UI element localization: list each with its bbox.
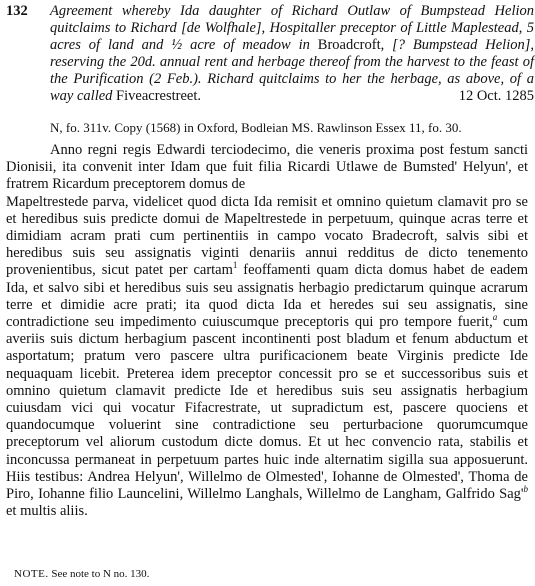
summary-italic-part-1: Agreement whereby Ida daughter of Richard Outlaw of Bumpstead Helion quitclaims to Richard [de Wolfhale], Hospitaller preceptor of Little Maplestead, 5 acres of land and ½ acre of meadow in <box>50 3 534 53</box>
entry-summary <box>50 3 534 105</box>
footnote-marker-1: 1 <box>232 260 238 271</box>
summary-place-2: Fiveacrestreet. <box>112 88 201 104</box>
footnote-marker-b: b <box>523 484 528 495</box>
latin-paragraph-2 <box>6 194 528 521</box>
latin-text-part-c: cum averiis suis dictum herbagium pascent incontinenti post bladum et fenum abductum et asportatum; pratum vero pascere ultra purificacionem beate Virginis predicte Ide nequaquam licebit. Preterea idem preceptor concessit pro se et successoribus suis et omnino quietum clamavit predicte Ide et heredibus suis seu assignatis herbagium cuiusdam vici qui vocatur Fifacrestrate, ut supradictum est, pascere quociens et quandocumque voluerint sine contradictione seu perturbacione quorumcumque preceptorum vel aliorum custodum dicte domus. Et ut hec convencio rata, stabilis et inconcussa permaneat in perpetuum partes huic inde alternatim sigilla sua apposuerunt. Hiis testibus: Andrea Helyun', Willelmo de Olmested', Iohanne de Olmested', Thoma de Piro, Iohanne filio Launcelini, Willelmo Langhals, Willelmo de Langham, Galfrido Sag' <box>6 314 528 503</box>
latin-text-part-b: feoffamenti quam dicta domus habet de eadem Ida, et salvo sibi et heredibus suis seu assignatis herbagio predictarum quinque acrarum terre et dimidie acre prati; ita quod dicta Ida et heredes sui seu assignatis, sine contradictione seu impedimento cuiuscumque preceptoris qui pro tempore fuerit, <box>6 262 529 331</box>
footnote-marker-a: a <box>492 312 498 323</box>
summary-place-1: Broadcroft, <box>309 37 393 53</box>
latin-text-part-a: Mapeltrestede parva, videlicet quod dicta Ida remisit et omnino quietum clamavit pro se et heredibus suis predicte domui de Mapeltrestede in perpetuum, quinque acras terre et dimidiam acram prati cum pertinentiis in campo vocato Bradecroft, salvis sibi et heredibus suis seu assignatis viginti denariis annui redditus de dicto tenemento provenientibus, sicut patet per cartam <box>6 193 528 279</box>
editorial-note <box>14 568 149 581</box>
source-citation: N, fo. 311v. Copy (1568) in Oxford, Bodleian MS. Rawlinson Essex 11, fo. 30. <box>50 120 462 135</box>
latin-text-part-d: et multis aliis. <box>6 503 88 520</box>
entry-date: 12 Oct. 1285 <box>458 88 534 104</box>
latin-text <box>6 142 528 520</box>
summary-italic-part-2: [? Bumpstead Helion], reserving the 20d. annual rent and herbage thereof from the harvest to the feast of the Purification (2 Feb.). Richard quitclaims to her the herbage, as above, of a way called <box>50 37 535 104</box>
entry-number: 132 <box>6 3 28 19</box>
note-text: See note to N no. 130. <box>48 568 150 580</box>
latin-paragraph-1: Anno regni regis Edwardi terciodecimo, die veneris proxima post festum sancti Dionisii, ita convenit inter Idam que fuit filia Ricardi Utlawe de Bumsted' Helyun', et fratrem Ricardum preceptorem domus de <box>6 142 528 193</box>
note-label: NOTE. <box>14 568 49 580</box>
